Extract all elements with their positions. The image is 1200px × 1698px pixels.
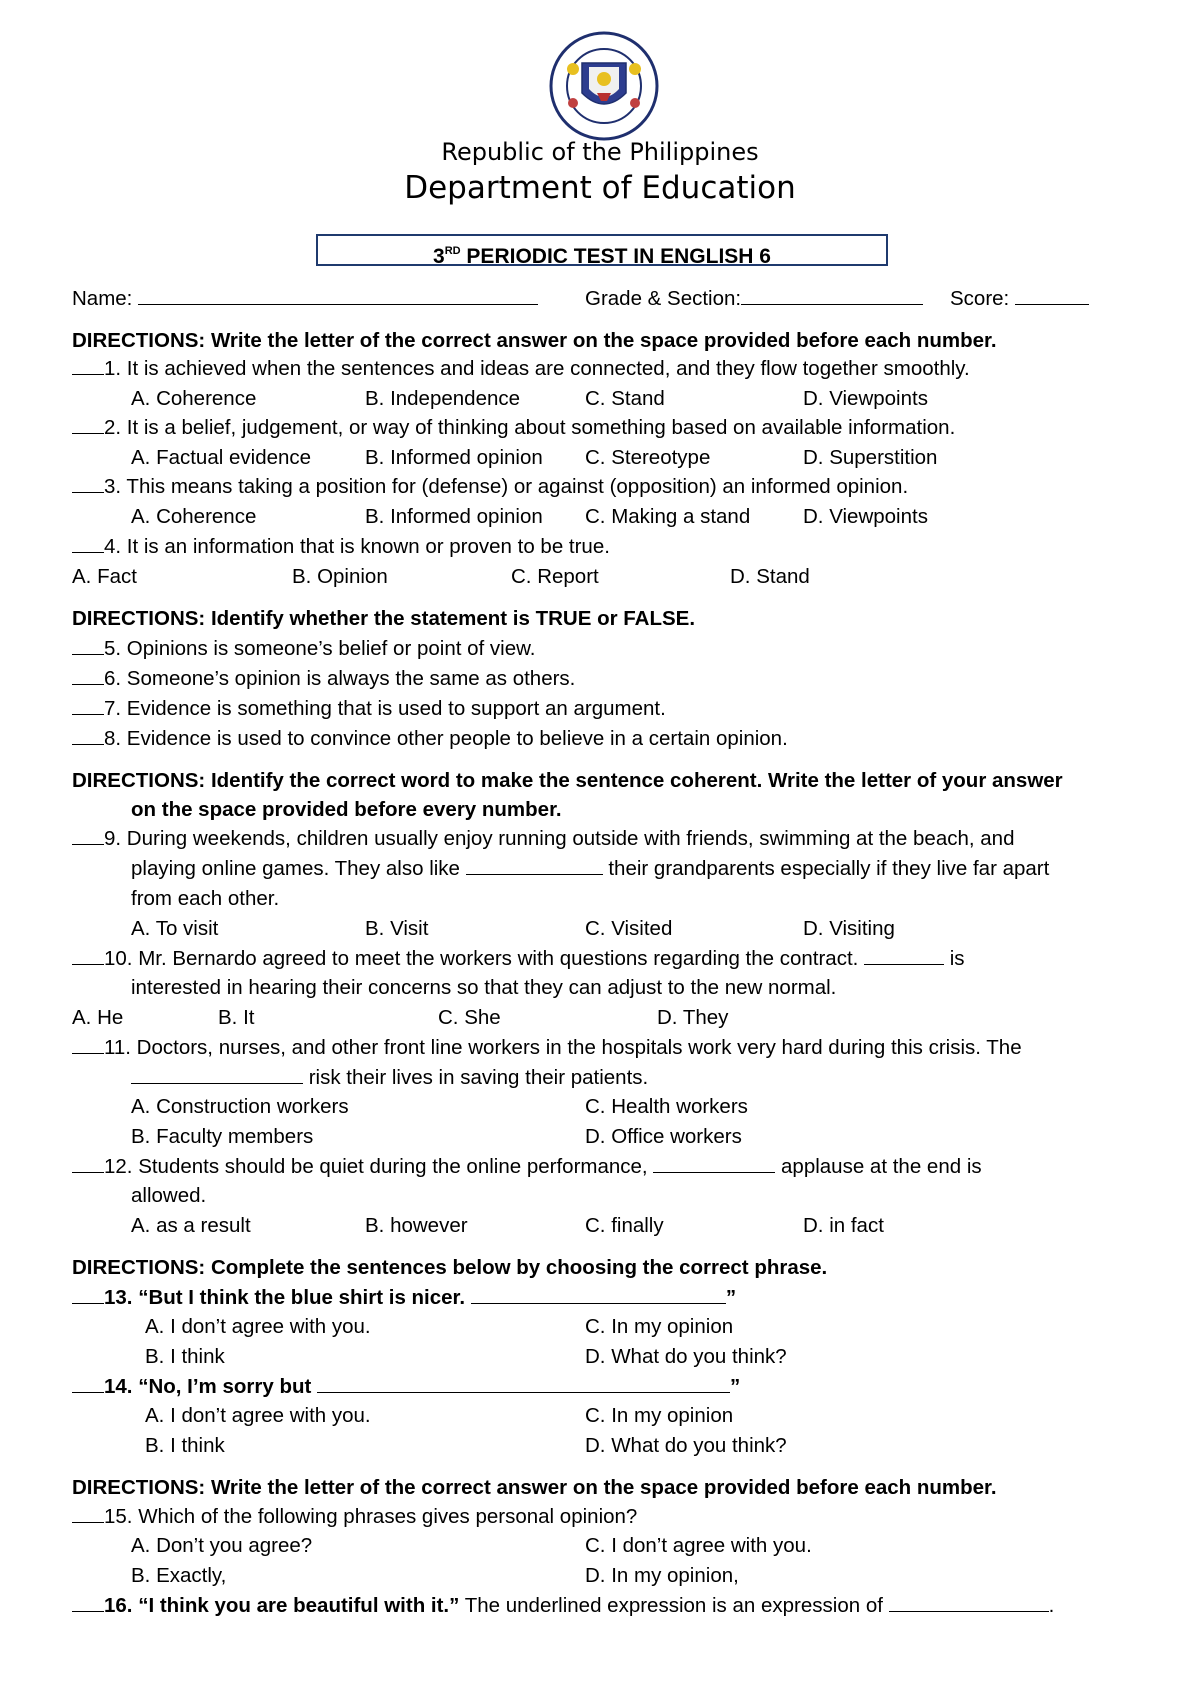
directions-4: DIRECTIONS: Complete the sentences below by choosing the correct phrase.	[72, 1256, 828, 1279]
option: D. Office workers	[585, 1125, 742, 1148]
question-text-bold: 16. “I think you are beautiful with it.”	[104, 1594, 460, 1617]
score-field[interactable]	[950, 286, 1089, 312]
question-text: 14. “No, I’m sorry but	[104, 1375, 318, 1398]
question-text: 12. Students should be quiet during the online performance,	[104, 1155, 654, 1178]
fill-blank[interactable]	[864, 946, 944, 965]
question-9-line2	[131, 856, 1049, 882]
question-text: 6. Someone’s opinion is always the same as others.	[104, 667, 576, 690]
fill-blank[interactable]	[131, 1065, 303, 1084]
fill-blank[interactable]	[466, 856, 603, 875]
option: D. They	[657, 1006, 729, 1029]
name-label: Name:	[72, 287, 133, 310]
directions-3: DIRECTIONS: Identify the correct word to make the sentence coherent. Write the letter of your answer	[72, 769, 1063, 792]
option: C. Stereotype	[585, 446, 711, 469]
question-text: 5. Opinions is someone’s belief or point of view.	[104, 637, 536, 660]
grade-section-field[interactable]	[585, 286, 923, 312]
answer-blank[interactable]	[72, 726, 104, 745]
option: B. Informed opinion	[365, 446, 543, 469]
option: C. finally	[585, 1214, 664, 1237]
option: B. I think	[145, 1345, 225, 1368]
option: C. In my opinion	[585, 1404, 734, 1427]
question-14	[72, 1374, 740, 1400]
header-department: Department of Education	[404, 170, 796, 206]
question-6	[72, 666, 575, 692]
answer-blank[interactable]	[72, 1374, 104, 1393]
option: A. Factual evidence	[131, 446, 312, 469]
question-text: 8. Evidence is used to convince other people to believe in a certain opinion.	[104, 727, 788, 750]
question-15	[72, 1504, 637, 1530]
score-blank[interactable]	[1015, 286, 1089, 305]
option: B. Independence	[365, 387, 521, 410]
answer-blank[interactable]	[72, 356, 104, 375]
option: C. Report	[511, 565, 599, 588]
option: C. She	[438, 1006, 501, 1029]
option: B. I think	[145, 1434, 225, 1457]
directions-2: DIRECTIONS: Identify whether the statement is TRUE or FALSE.	[72, 607, 696, 630]
question-text: 15. Which of the following phrases gives personal opinion?	[104, 1505, 638, 1528]
question-text: 11. Doctors, nurses, and other front line workers in the hospitals work very hard during this crisis. The	[104, 1036, 1022, 1059]
question-11	[72, 1035, 1022, 1061]
title-superscript: RD	[444, 245, 461, 257]
option: A. Construction workers	[131, 1095, 349, 1118]
question-2	[72, 415, 955, 441]
option: D. In my opinion,	[585, 1564, 739, 1587]
option: D. Superstition	[803, 446, 938, 469]
option: C. Health workers	[585, 1095, 748, 1118]
answer-blank[interactable]	[72, 666, 104, 685]
answer-blank[interactable]	[72, 1285, 104, 1304]
fill-blank[interactable]	[471, 1285, 726, 1304]
question-text: applause at the end is	[775, 1155, 982, 1178]
fill-blank[interactable]	[653, 1154, 775, 1173]
deped-seal-logo	[549, 31, 659, 141]
question-3	[72, 474, 908, 500]
question-text: 9. During weekends, children usually enjoy running outside with friends, swimming at the beach, and	[104, 827, 1015, 850]
option: A. I don’t agree with you.	[145, 1404, 371, 1427]
option: B. however	[365, 1214, 468, 1237]
fill-blank[interactable]	[889, 1593, 1049, 1612]
question-text: 13. “But I think the blue shirt is nicer.	[104, 1286, 471, 1309]
option: A. I don’t agree with you.	[145, 1315, 371, 1338]
question-text: playing online games. They also like	[131, 857, 466, 880]
answer-blank[interactable]	[72, 534, 104, 553]
question-text: their grandparents especially if they live far apart	[602, 857, 1050, 880]
option: C. Visited	[585, 917, 673, 940]
option: B. Visit	[365, 917, 429, 940]
option: D. What do you think?	[585, 1434, 787, 1457]
answer-blank[interactable]	[72, 946, 104, 965]
option: B. It	[218, 1006, 255, 1029]
question-16	[72, 1593, 1054, 1619]
option: C. Stand	[585, 387, 665, 410]
option: B. Exactly,	[131, 1564, 227, 1587]
option: A. To visit	[131, 917, 219, 940]
option: B. Faculty members	[131, 1125, 314, 1148]
question-text: The underlined expression is an expression of	[459, 1594, 889, 1617]
question-9-line3: from each other.	[131, 887, 280, 910]
option: D. Viewpoints	[803, 505, 928, 528]
directions-3-cont: on the space provided before every number.	[131, 798, 562, 821]
answer-blank[interactable]	[72, 474, 104, 493]
answer-blank[interactable]	[72, 826, 104, 845]
question-text: 4. It is an information that is known or proven to be true.	[104, 535, 610, 558]
question-text: ”	[730, 1375, 741, 1398]
score-label: Score:	[950, 287, 1010, 310]
answer-blank[interactable]	[72, 636, 104, 655]
name-blank[interactable]	[138, 286, 538, 305]
question-text: ”	[725, 1286, 737, 1309]
question-text: 7. Evidence is something that is used to support an argument.	[104, 697, 666, 720]
question-7	[72, 696, 666, 722]
question-11-line2	[131, 1065, 648, 1091]
question-4	[72, 534, 610, 560]
option: C. In my opinion	[585, 1315, 734, 1338]
header-republic: Republic of the Philippines	[441, 138, 759, 166]
question-13	[72, 1285, 736, 1311]
title-text: PERIODIC TEST IN ENGLISH 6	[460, 245, 771, 268]
option: D. in fact	[803, 1214, 884, 1237]
question-5	[72, 636, 536, 662]
question-10-line2: interested in hearing their concerns so that they can adjust to the new normal.	[131, 976, 837, 999]
question-9	[72, 826, 1014, 852]
directions-1: DIRECTIONS: Write the letter of the correct answer on the space provided before each number.	[72, 329, 997, 352]
option: D. What do you think?	[585, 1345, 787, 1368]
option: B. Informed opinion	[365, 505, 543, 528]
option: A. Fact	[72, 565, 137, 588]
option: A. Don’t you agree?	[131, 1534, 313, 1557]
grade-section-blank[interactable]	[741, 286, 923, 305]
question-text: 10. Mr. Bernardo agreed to meet the workers with questions regarding the contract.	[104, 947, 865, 970]
question-text: risk their lives in saving their patients.	[303, 1066, 649, 1089]
answer-blank[interactable]	[72, 1504, 104, 1523]
answer-blank[interactable]	[72, 696, 104, 715]
option: D. Stand	[730, 565, 810, 588]
question-12-line2: allowed.	[131, 1184, 207, 1207]
question-text: 1. It is achieved when the sentences and ideas are connected, and they flow together smoothly.	[104, 357, 970, 380]
answer-blank[interactable]	[72, 1593, 104, 1612]
question-10	[72, 946, 965, 972]
answer-blank[interactable]	[72, 1035, 104, 1054]
option: C. Making a stand	[585, 505, 751, 528]
question-1	[72, 356, 970, 382]
question-text: is	[944, 947, 965, 970]
option: D. Viewpoints	[803, 387, 928, 410]
option: A. Coherence	[131, 387, 257, 410]
question-text: 3. This means taking a position for (defense) or against (opposition) an informed opinion.	[104, 475, 909, 498]
answer-blank[interactable]	[72, 415, 104, 434]
question-12	[72, 1154, 982, 1180]
option: B. Opinion	[292, 565, 388, 588]
option: A. Coherence	[131, 505, 257, 528]
option: C. I don’t agree with you.	[585, 1534, 812, 1557]
name-field[interactable]	[72, 286, 538, 312]
question-text: 2. It is a belief, judgement, or way of thinking about something based on available information.	[104, 416, 956, 439]
test-title	[316, 234, 888, 266]
option: A. He	[72, 1006, 124, 1029]
directions-5: DIRECTIONS: Write the letter of the correct answer on the space provided before each number.	[72, 1476, 997, 1499]
question-text: .	[1048, 1594, 1055, 1617]
grade-section-label: Grade & Section:	[585, 287, 742, 310]
fill-blank[interactable]	[317, 1374, 730, 1393]
answer-blank[interactable]	[72, 1154, 104, 1173]
title-number: 3	[433, 245, 445, 268]
option: D. Visiting	[803, 917, 895, 940]
question-8	[72, 726, 788, 752]
option: A. as a result	[131, 1214, 251, 1237]
